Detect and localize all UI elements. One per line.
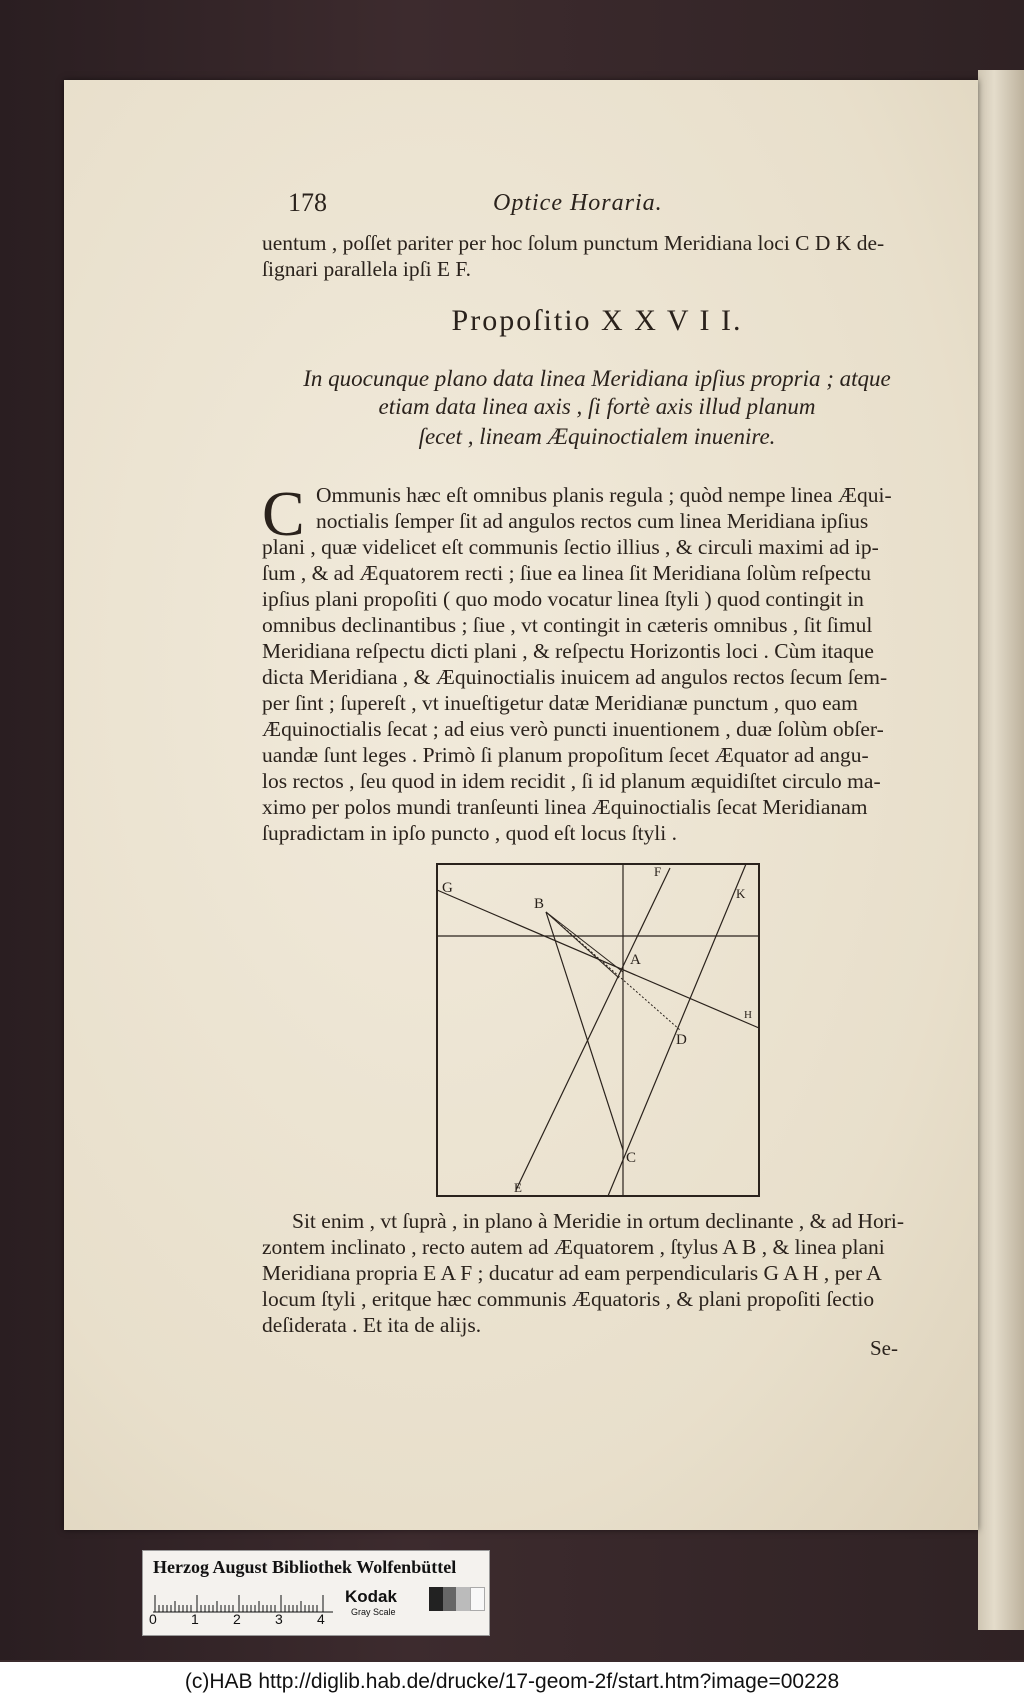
ruler-numbers <box>149 1611 329 1631</box>
body-line: dicta Meridiana , & Æquinoctialis inuicem ad angulos rectos ſecum ſem- <box>262 665 888 689</box>
page-number: 178 <box>288 188 327 217</box>
body-line: ipſius plani propoſiti ( quo modo vocatur linea ſtyli ) quod contingit in <box>262 587 864 611</box>
ruler-number: 1 <box>191 1611 199 1627</box>
body-line: noctialis ſemper ſit ad angulos rectos cum linea Meridiana ipſius <box>316 509 869 533</box>
gray-swatches <box>429 1587 485 1611</box>
ruler-number: 4 <box>317 1611 325 1627</box>
body-line: Sit enim , vt ſuprà , in plano à Meridie in ortum declinante , & ad Hori- <box>292 1209 905 1233</box>
swatch-light-gray <box>456 1587 470 1611</box>
ruler-number: 3 <box>275 1611 283 1627</box>
drop-capital: C <box>262 478 305 549</box>
color-scale-card <box>142 1550 490 1636</box>
body-line: uandæ ſunt leges . Primò ſi planum propoſitum ſecet Æquator ad angu- <box>262 743 869 767</box>
library-name: Herzog August Bibliothek Wolfenbüttel <box>153 1557 457 1577</box>
running-title: Optice Horaria. <box>493 190 663 216</box>
body-line: Meridiana propria E A F ; ducatur ad eam perpendicularis G A H , per A <box>262 1261 882 1285</box>
label-K: K <box>736 886 746 901</box>
enunciation-line: ſecet , lineam Æquinoctialem inuenire. <box>418 424 776 449</box>
kodak-logo: Kodak <box>345 1587 397 1606</box>
body-line: locum ſtyli , eritque hæc communis Æquatoris , & plani propoſiti ſectio <box>262 1287 875 1311</box>
body-line: Ommunis hæc eſt omnibus planis regula ; quòd nempe linea Æqui- <box>316 483 892 507</box>
body-line: omnibus declinantibus ; ſiue , vt contingit in cæteris omnibus , ſit ſimul <box>262 613 873 637</box>
facing-page-edge <box>978 70 1024 1630</box>
line-KC <box>608 864 746 1196</box>
label-E: E <box>514 1180 522 1195</box>
body-line: plani , quæ videlicet eſt communis ſectio illius , & circuli maximi ad ip- <box>262 535 879 559</box>
label-H: H <box>744 1009 752 1021</box>
text-line: uentum , poſſet pariter per hoc ſolum punctum Meridiana loci C D K de- <box>262 231 885 255</box>
body-line: los rectos , ſeu quod in idem recidit , ſi id planum æquidiſtet circulo ma- <box>262 769 881 793</box>
swatch-dark-gray <box>443 1587 457 1611</box>
ruler <box>153 1591 333 1613</box>
body-line: per ſint ; ſupereſt , vt inueſtigetur datæ Meridianæ punctum , quo eam <box>262 691 858 715</box>
swatch-black <box>429 1587 443 1611</box>
geometric-diagram <box>430 860 764 1200</box>
body-line: ximo per polos mundi tranſeunti linea Æquinoctialis ſecat Meridianam <box>262 795 868 819</box>
swatch-white <box>470 1587 486 1611</box>
label-D: D <box>676 1032 687 1048</box>
running-head <box>288 188 688 218</box>
label-C: C <box>626 1150 637 1166</box>
gray-scale-label: Gray Scale <box>351 1607 396 1617</box>
label-G: G <box>442 880 453 896</box>
enunciation-line: etiam data linea axis , ſi fortè axis illud planum <box>378 394 816 419</box>
body-line: Meridiana reſpectu dicti plani , & reſpectu Horizontis loci . Cùm itaque <box>262 639 874 663</box>
line-BC <box>546 912 623 1150</box>
catchword: Se- <box>870 1336 898 1360</box>
body-line: ſum , & ad Æquatorem recti ; ſiue ea linea ſit Meridiana ſolùm reſpectu <box>262 561 871 585</box>
label-A: A <box>630 952 641 968</box>
text-line: ſignari parallela ipſi E F. <box>262 257 472 281</box>
label-F: F <box>654 864 662 879</box>
label-B: B <box>534 896 545 912</box>
body-line: zontem inclinato , recto autem ad Æquatorem , ſtylus A B , & linea plani <box>262 1235 885 1259</box>
proposition-title: Propoſitio X X V I I. <box>451 304 743 337</box>
body-line: deſiderata . Et ita de alijs. <box>262 1313 482 1337</box>
body-line: Æquinoctialis ſecat ; ad eius verò puncti inuentionem , duæ ſolùm obſer- <box>262 717 884 741</box>
ruler-number: 2 <box>233 1611 241 1627</box>
enunciation-line: In quocunque plano data linea Meridiana ipſius propria ; atque <box>303 366 891 391</box>
line-EF <box>516 868 670 1190</box>
footer-credit: (c)HAB http://diglib.hab.de/drucke/17-geom-2f/start.htm?image=00228 <box>184 1670 840 1693</box>
body-line: ſupradictam in ipſo puncto , quod eſt locus ſtyli . <box>262 821 678 845</box>
ruler-number: 0 <box>149 1611 157 1627</box>
diagram-frame <box>437 864 759 1196</box>
